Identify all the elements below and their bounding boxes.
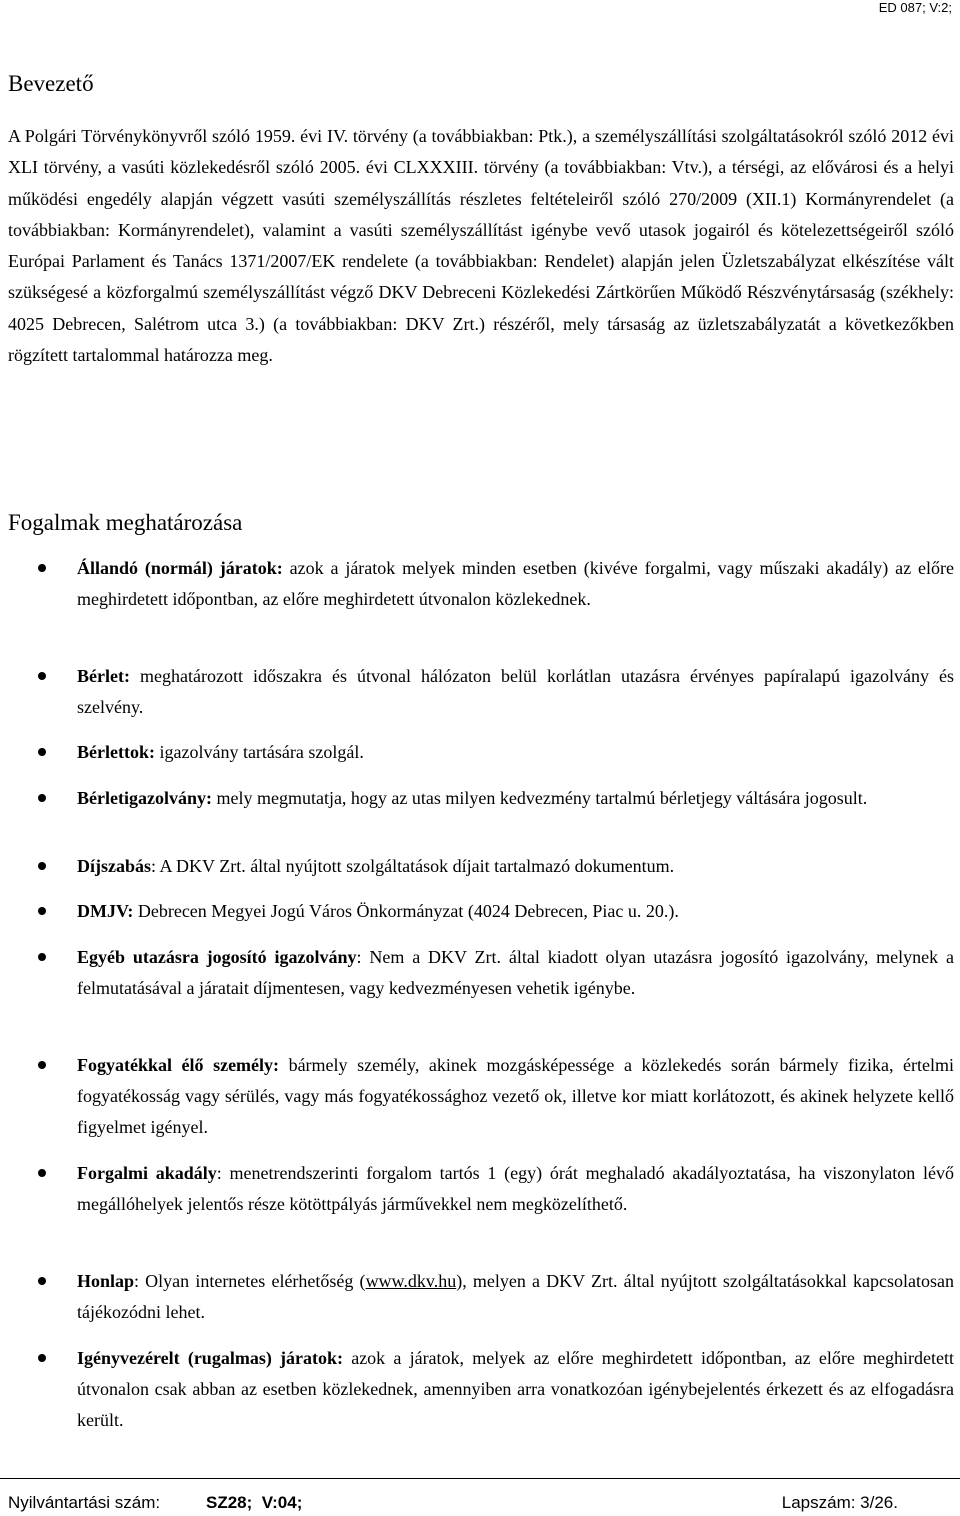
definition-term: Egyéb utazásra jogosító igazolvány	[77, 947, 357, 967]
definition-item	[77, 942, 954, 1004]
definition-item	[77, 553, 954, 615]
definition-text: ), melyen a DKV Zrt. által nyújtott szolgáltatásokkal kapcsolatosan tájékozódni lehet.	[77, 1271, 954, 1322]
bullet-icon	[38, 748, 46, 756]
definition-text: mely megmutatja, hogy az utas milyen kedvezmény tartalmú bérletjegy váltására jogosult.	[211, 788, 868, 808]
definition-term: Díjszabás	[77, 856, 152, 876]
definition-item	[77, 737, 954, 768]
bullet-icon	[38, 794, 46, 802]
definition-term: Fogyatékkal élő személy:	[77, 1055, 280, 1075]
registry-label: Nyilvántartási szám:	[8, 1493, 161, 1512]
bullet-icon	[38, 907, 46, 915]
definition-text: Debrecen Megyei Jogú Város Önkormányzat (4024 Debrecen, Piac u. 20.).	[133, 901, 679, 921]
definition-text: : menetrendszerinti forgalom tartós 1 (egy) órát meghaladó akadályoztatása, ha viszonylaton lévő megállóhelyek jelentős része kötöttpályás járművekkel nem megközelíthető.	[77, 1163, 954, 1214]
bullet-icon	[38, 672, 46, 680]
bullet-icon	[38, 1354, 46, 1362]
footer-divider	[0, 1478, 960, 1479]
bullet-icon	[38, 953, 46, 961]
definition-text: meghatározott időszakra és útvonal hálózaton belül korlátlan utazásra érvényes papíralapú igazolvány és szelvény.	[77, 666, 954, 717]
bullet-icon	[38, 1061, 46, 1069]
bullet-icon	[38, 862, 46, 870]
definition-item	[77, 896, 954, 927]
bullet-icon	[38, 564, 46, 572]
intro-paragraph: A Polgári Törvénykönyvről szóló 1959. évi IV. törvény (a továbbiakban: Ptk.), a személyszállítási szolgáltatásokról szóló 2012 évi XLI törvény, a vasúti közlekedésről szóló 2005. évi CLXXXIII. törvény (a továbbiakban: Vtv.), a térségi, az elővárosi és a helyi működési engedély alapján végzett vasúti személyszállítás részletes feltételeiről szóló 270/2009 (XII.1) Kormányrendelet (a továbbiakban: Kormányrendelet), valamint a vasúti személyszállítást igénybe vevő utasok jogairól és kötelezettségeiről szóló Európai Parlament és Tanács 1371/2007/EK rendelete (a továbbiakban: Rendelet) alapján jelen Üzletszabályzat elkészítése vált szükségesé a közforgalmú személyszállítást végző DKV Debreceni Közlekedési Zártkörűen Működő Részvénytársaság (székhely: 4025 Debrecen, Salétrom utca 3.) (a továbbiakban: DKV Zrt.) részéről, mely társaság az üzletszabályzatát a következőkben rögzített tartalommal határozza meg.	[8, 126, 954, 365]
definition-text: igazolvány tartására szolgál.	[154, 742, 364, 762]
definition-text: azok a járatok, melyek az előre meghirdetett időpontban, az előre meghirdetett útvonalon csak abban az esetben közlekednek, amennyiben arra vonatkozóan igénybejelentés érkezett és az elfogadásra került.	[77, 1348, 954, 1430]
definition-term: Igényvezérelt (rugalmas) járatok:	[77, 1348, 343, 1368]
definition-term: Forgalmi akadály	[77, 1163, 217, 1183]
definition-item	[77, 1343, 954, 1436]
definition-item	[77, 1266, 954, 1328]
bullet-icon	[38, 1277, 46, 1285]
definition-term: Bérlettok:	[77, 742, 155, 762]
page-number: Lapszám: 3/26.	[781, 1493, 898, 1512]
definition-text: : A DKV Zrt. által nyújtott szolgáltatások díjait tartalmazó dokumentum.	[151, 856, 675, 876]
intro-heading: Bevezető	[8, 71, 94, 96]
definition-text: azok a járatok melyek minden esetben (kivéve forgalmi, vagy műszaki akadály) az előre meghirdetett időpontban, az előre meghirdetett útvonalon közlekednek.	[77, 558, 954, 609]
definition-text: : Nem a DKV Zrt. által kiadott olyan utazásra jogosító igazolvány, melynek a felmutatásával a járatait díjmentesen, vagy kedvezményesen vehetik igénybe.	[77, 947, 954, 998]
definition-text: bármely személy, akinek mozgásképessége a közlekedés során bármely fizika, értelmi fogyatékosság vagy sérülés, vagy más fogyatékossághoz vezető ok, illetve kor miatt korlátozott, és akinek helyzete kellő figyelmet igényel.	[77, 1055, 954, 1137]
definition-item	[77, 1158, 954, 1220]
definition-term: DMJV:	[77, 901, 134, 921]
definition-text: : Olyan internetes elérhetőség (	[134, 1271, 366, 1291]
definition-item	[77, 1050, 954, 1143]
document-code: ED 087; V:2;	[878, 0, 952, 15]
website-link[interactable]: www.dkv.hu	[365, 1271, 457, 1291]
bullet-icon	[38, 1169, 46, 1177]
definition-item	[77, 783, 954, 814]
definition-term: Bérletigazolvány:	[77, 788, 212, 808]
definition-item	[77, 851, 954, 882]
definition-term: Honlap	[77, 1271, 135, 1291]
definition-term: Állandó (normál) járatok:	[77, 558, 283, 578]
definition-item	[77, 661, 954, 723]
definitions-heading: Fogalmak meghatározása	[8, 510, 243, 535]
registry-code: SZ28; V:04;	[206, 1493, 303, 1512]
definition-term: Bérlet:	[77, 666, 130, 686]
